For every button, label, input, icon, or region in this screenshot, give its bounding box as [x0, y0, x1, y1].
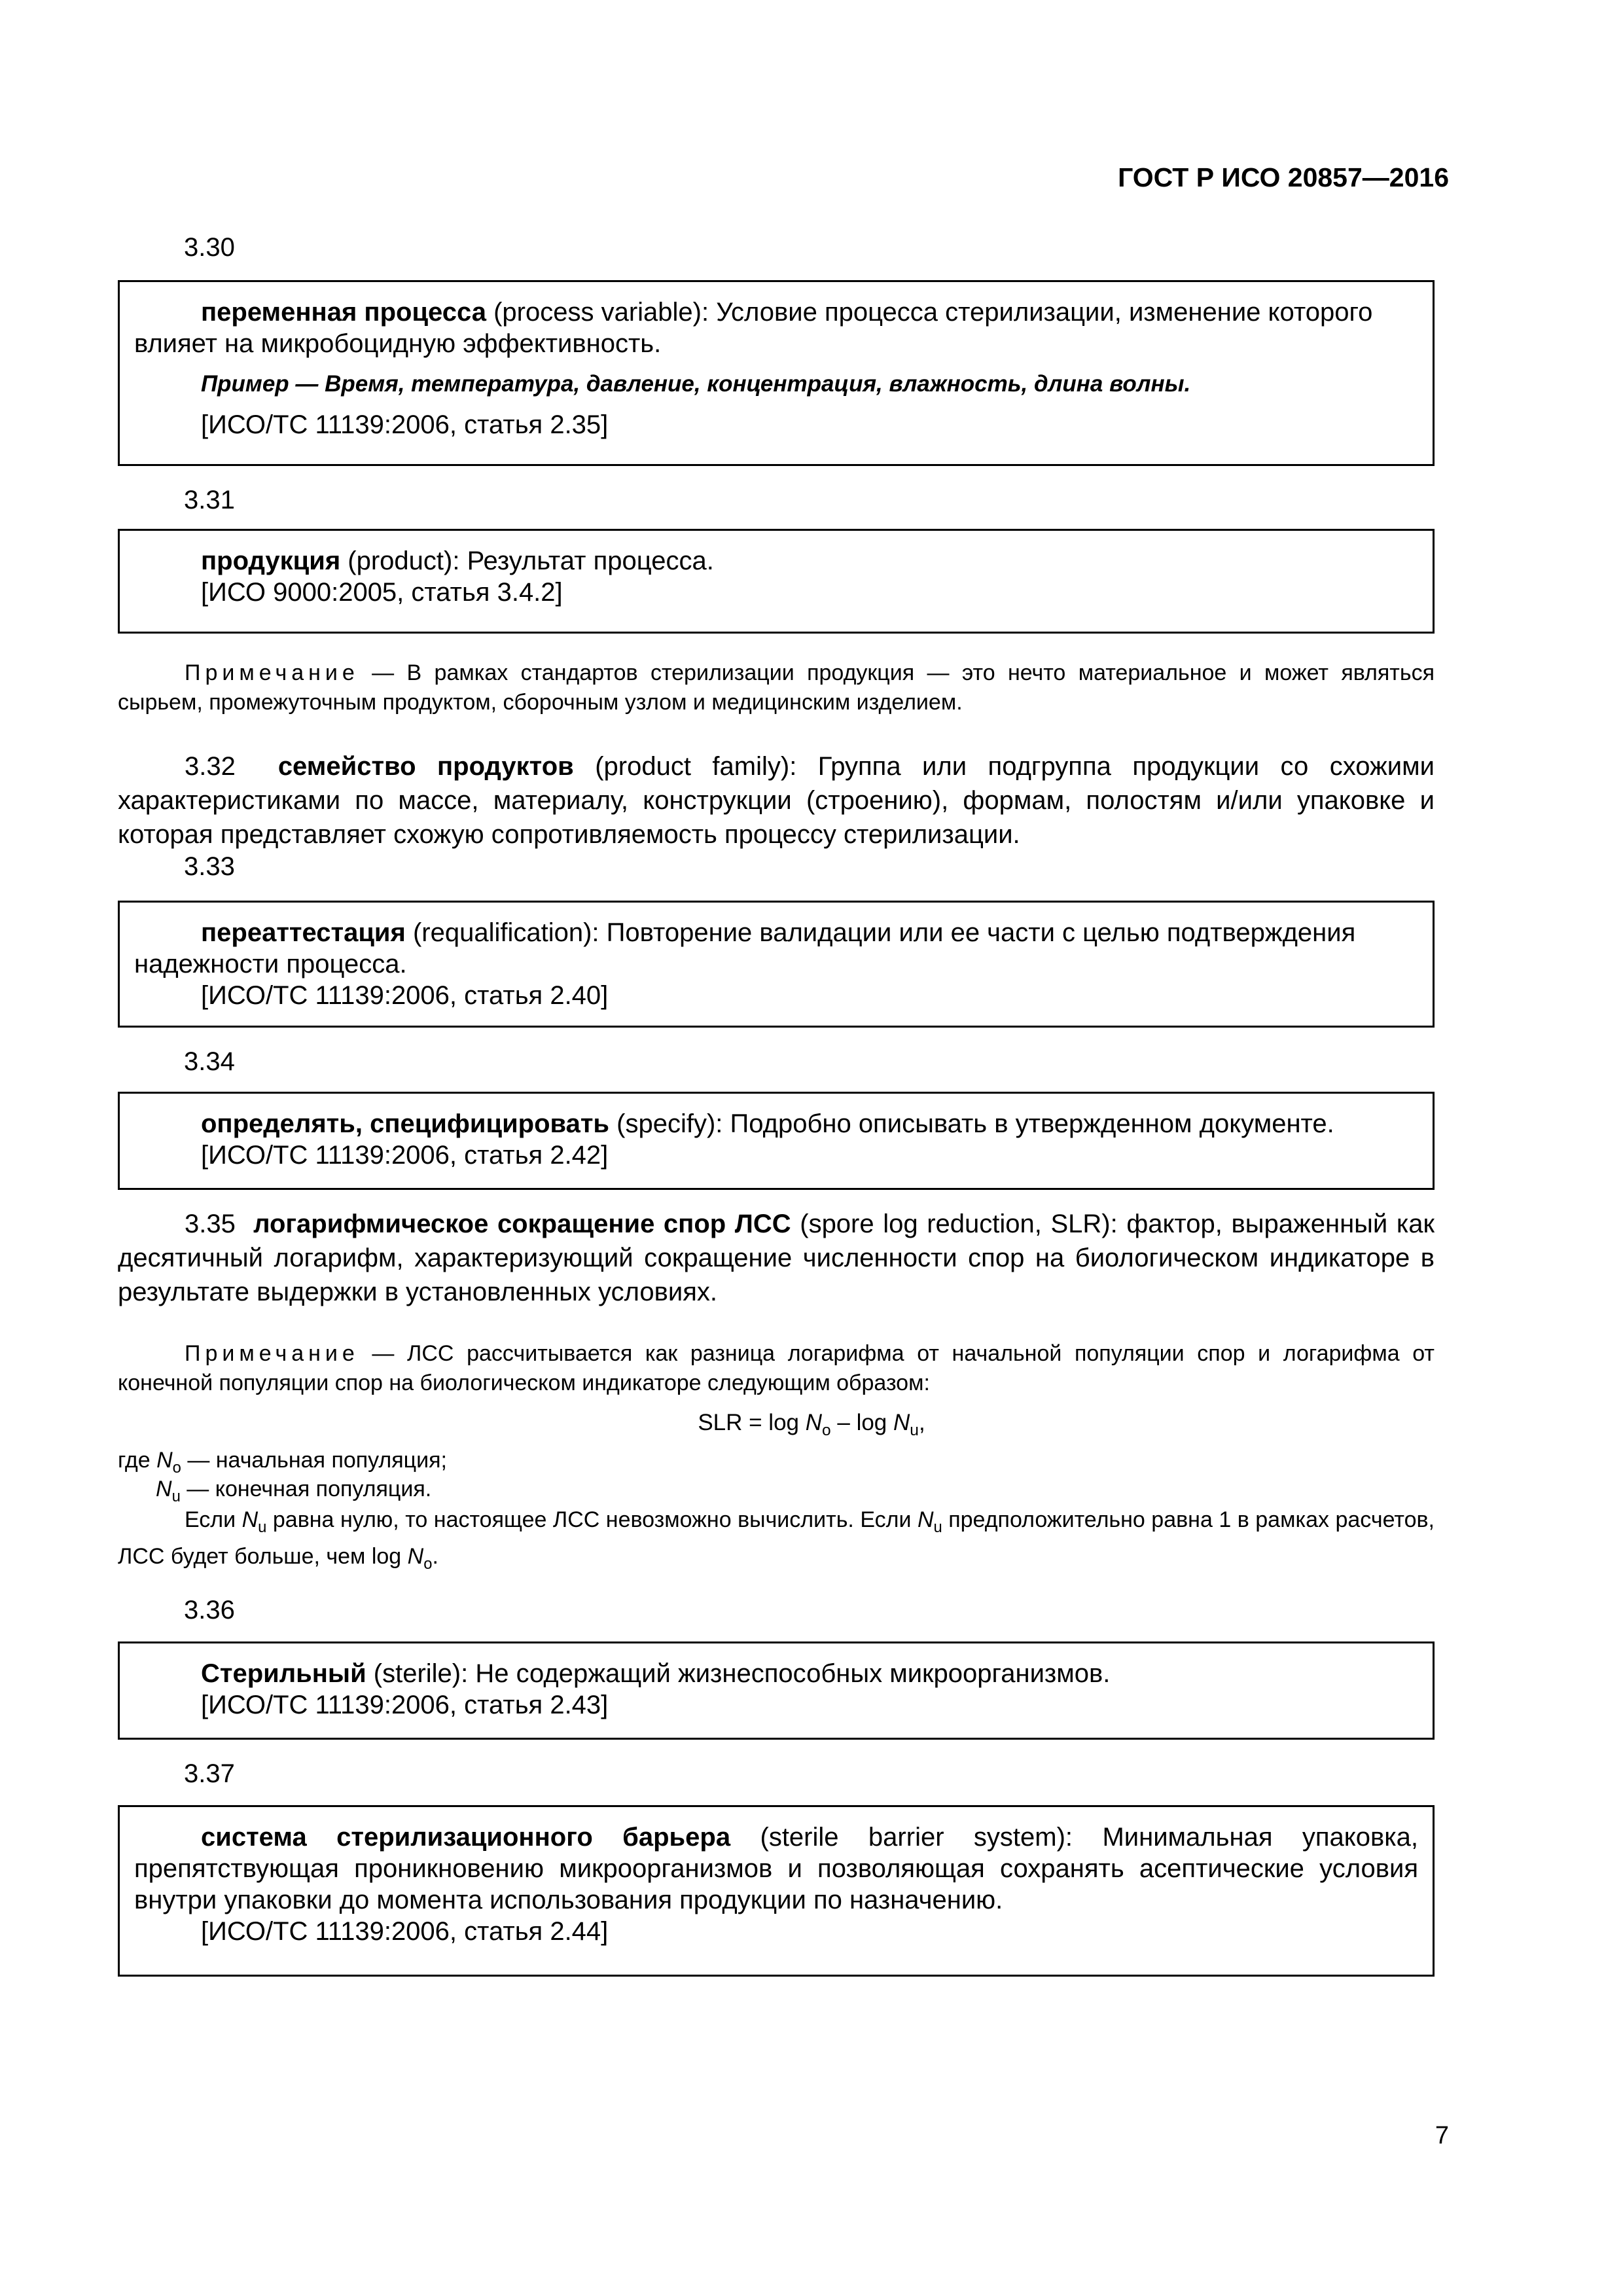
term: система стерилизационного барьера: [201, 1823, 731, 1852]
note-3-35-continued: Если $N_u$ равна нулю, то настоящее ЛСС невозможно вычислить. Если $N_u$ предположительно равна 1 в рамках расчетов, ЛСС будет больше, чем $\log N_o$.: [118, 1507, 1435, 1573]
term: логарифмическое сокращение спор ЛСС: [253, 1210, 791, 1238]
note-3-31: Примечание — В рамках стандартов стерилизации продукция — это нечто материальное и может являться сырьем, промежуточным продуктом, сборочным узлом и медицинским изделием.: [118, 660, 1435, 715]
definition-text: определять, специфицировать (specify): Подробно описывать в утвержденном документе.: [201, 1109, 1334, 1138]
definition-3-35: 3.35 логарифмическое сокращение спор ЛСС (spore log reduction, SLR): фактор, выраженный как десятичный логарифм, характеризующий сокращение численности спор на биологическом индикаторе в результате выдержки в установленных условиях.: [118, 1210, 1435, 1306]
definition-box-3-33: [118, 901, 1435, 1028]
formula: SLR = $\log N_o$ – $\log N_u$,: [698, 1410, 925, 1439]
note-3-35: Примечание — ЛСС рассчитывается как разница логарифма от начальной популяции спор и логарифма от конечной популяции спор на биологическом индикаторе следующим образом:: [118, 1341, 1435, 1395]
definition-box-3-37: [118, 1805, 1435, 1977]
reference: [ИСО/ТС 11139:2006, статья 2.42]: [201, 1141, 609, 1170]
document-header: ГОСТ Р ИСО 20857—2016: [1118, 162, 1449, 192]
reference: [ИСО/ТС 11139:2006, статья 2.44]: [201, 1917, 609, 1946]
term: переменная процесса: [201, 298, 486, 327]
clause-number-3-33: 3.33: [184, 852, 235, 881]
clause-number-3-30: 3.30: [184, 233, 235, 262]
where-line-1: где $N_o$ — начальная популяция;: [118, 1448, 447, 1477]
definition-box-3-34: [118, 1092, 1435, 1190]
definition-text: Стерильный (sterile): Не содержащий жизнеспособных микроорганизмов.: [201, 1659, 1111, 1688]
term: продукция: [201, 547, 341, 575]
clause-number-3-36: 3.36: [184, 1596, 235, 1624]
definition-box-3-36: [118, 1641, 1435, 1740]
clause-number-3-37: 3.37: [184, 1759, 235, 1788]
reference: [ИСО/ТС 11139:2006, статья 2.43]: [201, 1691, 609, 1719]
definition-text: переменная процесса (process variable): Условие процесса стерилизации, изменение которого влияет на микробоцидную эффективность.: [134, 298, 1373, 358]
reference: [ИСО/ТС 11139:2006, статья 2.40]: [201, 981, 609, 1010]
definition-text: продукция (product): Результат процесса.: [201, 547, 714, 575]
clause-number-3-31: 3.31: [184, 486, 235, 514]
clause-number-3-34: 3.34: [184, 1047, 235, 1076]
definition-box-3-30: [118, 280, 1435, 466]
example-text: Пример — Время, температура, давление, концентрация, влажность, длина волны.: [201, 371, 1191, 397]
term: семейство продуктов: [277, 752, 574, 781]
term: переаттестация: [201, 918, 406, 947]
definition-text: переаттестация (requalification): Повторение валидации или ее части с целью подтверждения надежности процесса.: [134, 918, 1356, 978]
definition-3-32: 3.32 семейство продуктов (product family): Группа или подгруппа продукции со схожими характеристиками по массе, материалу, конструкции (строению), формам, полостям и/или упаковке и которая представляет схожую сопротивляемость процессу стерилизации.: [118, 752, 1435, 849]
reference: [ИСО 9000:2005, статья 3.4.2]: [201, 578, 563, 607]
definition-text: система стерилизационного барьера (sterile barrier system): Минимальная упаковка, препятствующая проникновению микроорганизмов и позволяющая сохранять асептические условия внутри упаковки до момента использования продукции по назначению.: [134, 1823, 1418, 1914]
term: Стерильный: [201, 1659, 366, 1688]
reference: [ИСО/ТС 11139:2006, статья 2.35]: [201, 410, 609, 439]
page-number: 7: [1435, 2122, 1449, 2149]
where-line-2: $N_u$ — конечная популяция.: [156, 1477, 432, 1505]
definition-box-3-31: [118, 529, 1435, 634]
term: определять, специфицировать: [201, 1109, 610, 1138]
